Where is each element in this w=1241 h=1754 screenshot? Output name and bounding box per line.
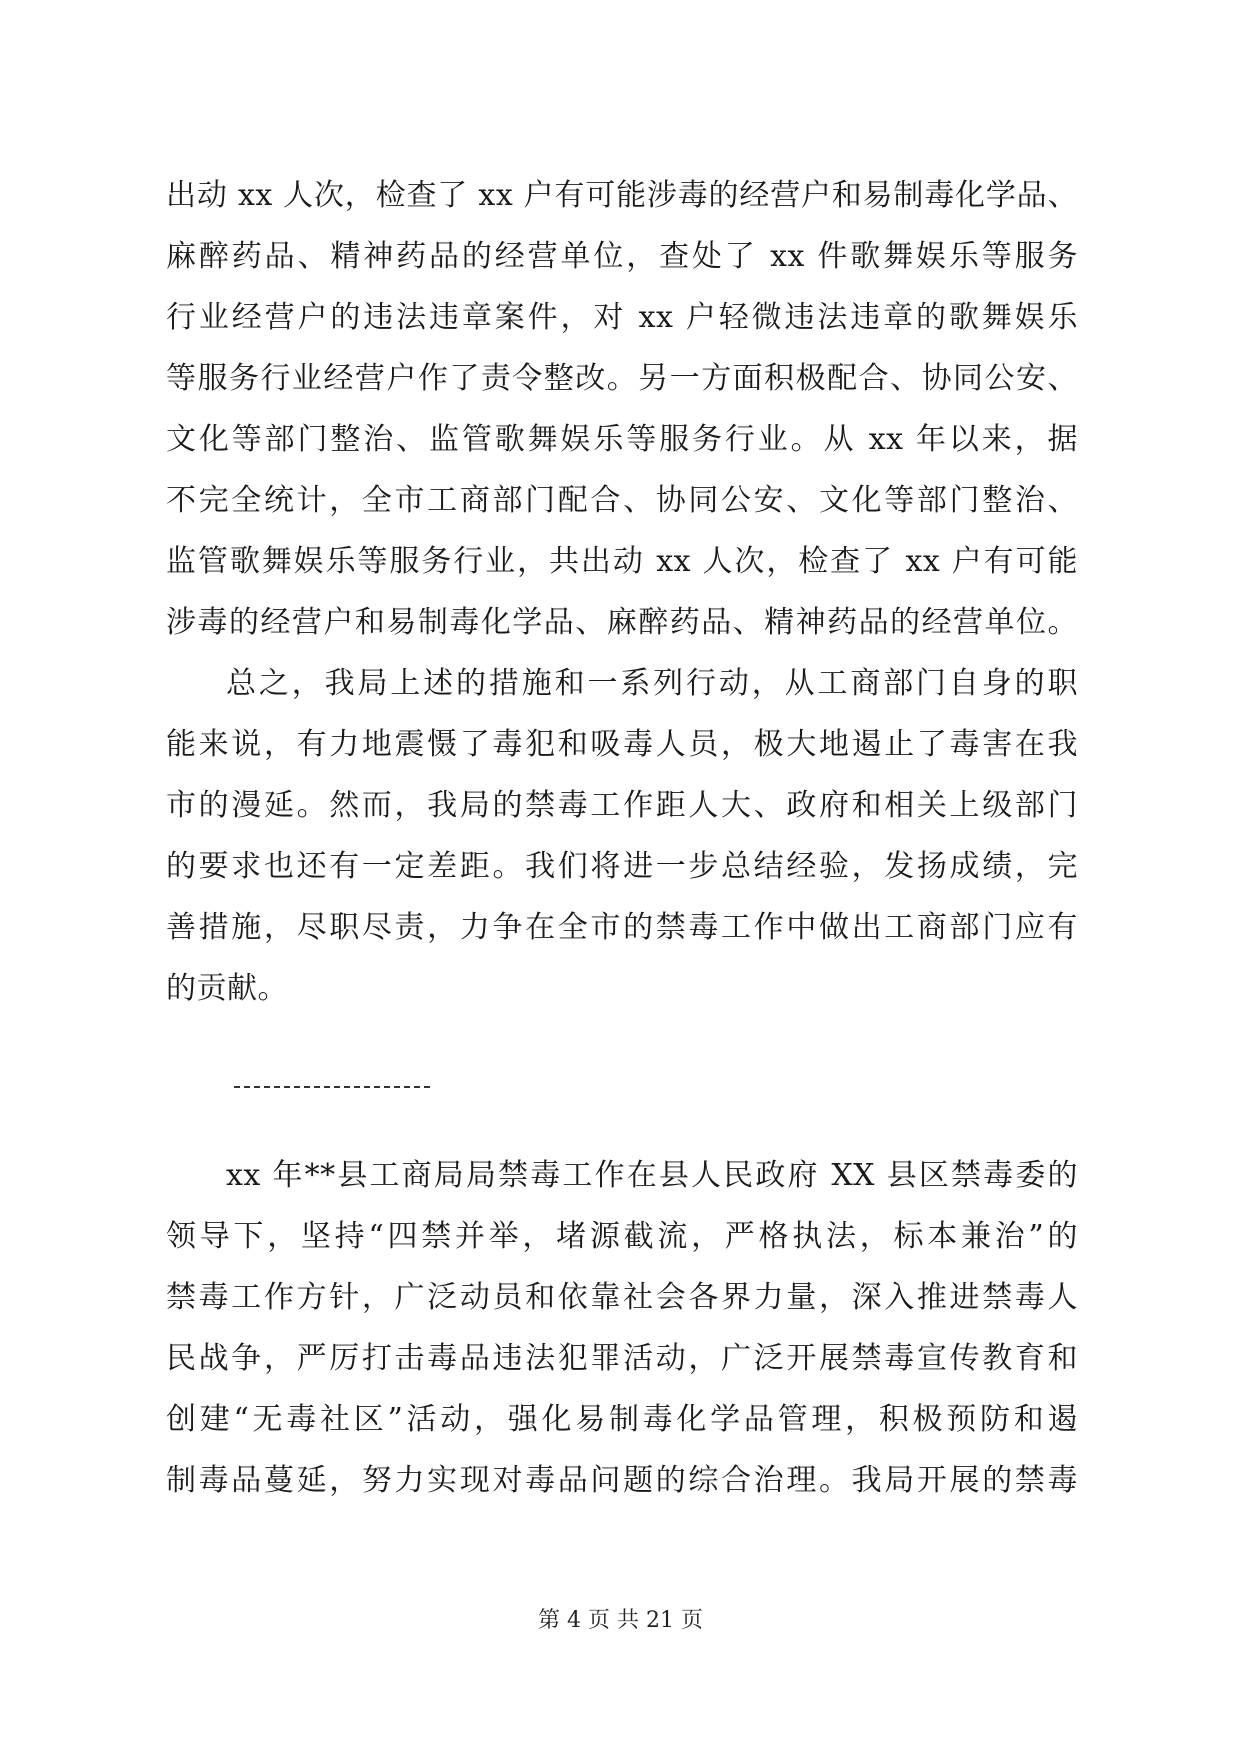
text-line: 制毒品蔓延，努力实现对毒品问题的综合治理。我局开展的禁毒 — [166, 1463, 1078, 1498]
body-text-bottom — [166, 1145, 1078, 1511]
text-line: 创建“无毒社区”活动，强化易制毒化学品管理，积极预防和遏 — [166, 1402, 1078, 1437]
text-line: 市的漫延。然而，我局的禁毒工作距人大、政府和相关上级部门 — [166, 788, 1078, 823]
page-footer: 第 4 页 共 21 页 — [538, 1608, 703, 1633]
text-line: 涉毒的经营户和易制毒化学品、麻醉药品、精神药品的经营单位。 — [166, 605, 1078, 640]
text-line: 的要求也还有一定差距。我们将进一步总结经验，发扬成绩，完 — [166, 849, 1078, 884]
text-line: 行业经营户的违法违章案件，对 xx 户轻微违法违章的歌舞娱乐 — [166, 300, 1078, 335]
body-text-top — [166, 165, 1078, 1019]
text-line: xx 年**县工商局局禁毒工作在县人民政府 XX 县区禁毒委的 — [226, 1158, 1078, 1193]
text-line: 监管歌舞娱乐等服务行业，共出动 xx 人次，检查了 xx 户有可能 — [166, 544, 1078, 579]
text-line: 文化等部门整治、监管歌舞娱乐等服务行业。从 xx 年以来，据 — [166, 422, 1078, 457]
text-line: 的贡献。 — [166, 971, 288, 1006]
section-separator — [234, 1086, 430, 1089]
text-line: 等服务行业经营户作了责令整改。另一方面积极配合、协同公安、 — [166, 361, 1078, 396]
text-line: 出动 xx 人次，检查了 xx 户有可能涉毒的经营户和易制毒化学品、 — [166, 178, 1078, 213]
text-line: 善措施，尽职尽责，力争在全市的禁毒工作中做出工商部门应有 — [166, 910, 1078, 945]
text-line: 麻醉药品、精神药品的经营单位，查处了 xx 件歌舞娱乐等服务 — [166, 239, 1078, 274]
text-line: 能来说，有力地震慑了毒犯和吸毒人员，极大地遏止了毒害在我 — [166, 727, 1078, 762]
text-line: 民战争，严厉打击毒品违法犯罪活动，广泛开展禁毒宣传教育和 — [166, 1341, 1078, 1376]
text-line: 领导下，坚持“四禁并举，堵源截流，严格执法，标本兼治”的 — [166, 1219, 1078, 1254]
text-line: 禁毒工作方针，广泛动员和依靠社会各界力量，深入推进禁毒人 — [166, 1280, 1078, 1315]
text-line: 不完全统计，全市工商部门配合、协同公安、文化等部门整治、 — [166, 483, 1078, 518]
text-line: 总之，我局上述的措施和一系列行动，从工商部门自身的职 — [226, 666, 1078, 701]
